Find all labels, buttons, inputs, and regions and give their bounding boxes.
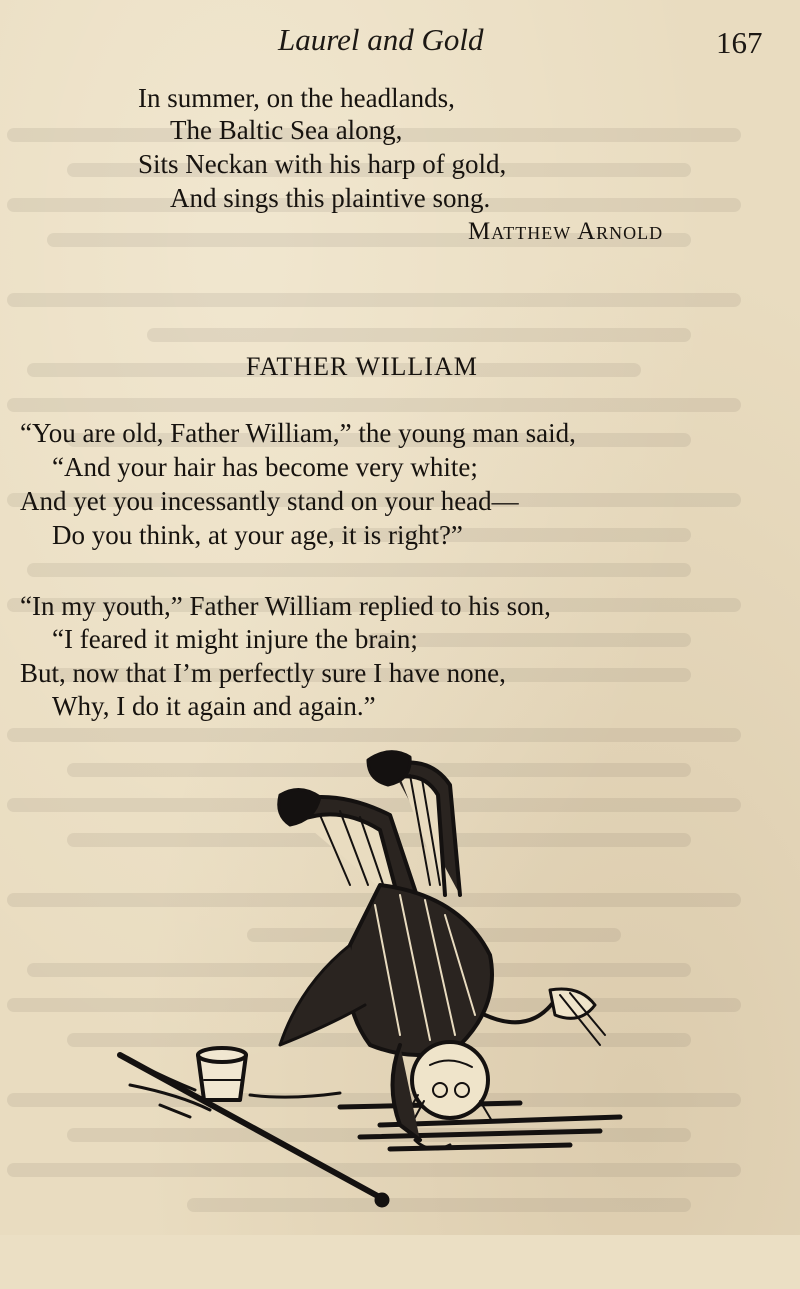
cane-knob xyxy=(375,1193,389,1207)
poem-line: But, now that I’m perfectly sure I have none, xyxy=(20,658,506,688)
poem-line: The Baltic Sea along, xyxy=(170,115,403,145)
poem-line: And yet you incessantly stand on your head— xyxy=(20,486,519,516)
poem-line: And sings this plaintive song. xyxy=(170,183,491,213)
poem-line: Do you think, at your age, it is right?” xyxy=(52,520,463,550)
cup xyxy=(198,1048,246,1100)
page-number: 167 xyxy=(716,25,763,60)
poem-line: Why, I do it again and again.” xyxy=(52,691,376,721)
legs xyxy=(280,763,460,906)
cane xyxy=(120,1055,385,1200)
poem-title: FATHER WILLIAM xyxy=(246,352,478,381)
poem-line: Sits Neckan with his harp of gold, xyxy=(138,149,507,179)
poem-line: In summer, on the headlands, xyxy=(138,83,455,113)
poem-line: “In my youth,” Father William replied to his son, xyxy=(20,591,551,621)
floor-shadow xyxy=(340,1103,620,1149)
poem-line: “You are old, Father William,” the young man said, xyxy=(20,418,576,448)
coat xyxy=(280,885,492,1055)
poem-line: “I feared it might injure the brain; xyxy=(52,624,418,654)
running-head: Laurel and Gold xyxy=(278,22,484,57)
father-william-headstand-illustration xyxy=(100,745,660,1225)
poem-author: Matthew Arnold xyxy=(468,218,664,245)
poem-line: “And your hair has become very white; xyxy=(52,452,478,482)
